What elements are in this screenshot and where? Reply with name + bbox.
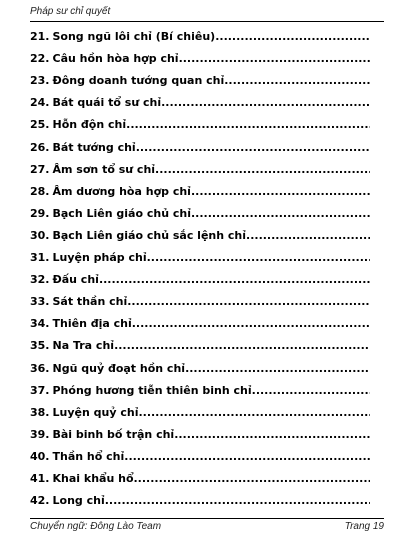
toc-item-title: Luyện quỷ chỉ xyxy=(52,405,139,419)
toc-item[interactable] xyxy=(30,134,370,156)
toc-item[interactable] xyxy=(30,68,370,90)
toc-item-title: Bạch Liên giáo chủ sắc lệnh chỉ xyxy=(52,228,247,242)
toc-item-title: Long chỉ xyxy=(52,494,105,508)
toc-item-number: 32. xyxy=(30,273,50,287)
toc-item-title: Song ngũ lôi chỉ (Bí chiêu) xyxy=(52,30,216,44)
toc-item-number: 23. xyxy=(30,74,50,88)
toc-item-number: 21. xyxy=(30,30,50,44)
toc-item-title: Khai khẩu hổ xyxy=(52,471,134,485)
toc-leader-dots xyxy=(161,96,370,109)
toc-item[interactable] xyxy=(30,378,370,400)
footer-divider xyxy=(30,518,384,519)
toc-item-title: Na Tra chỉ xyxy=(52,339,115,353)
toc-item-title: Luyện pháp chỉ xyxy=(52,251,147,265)
toc-leader-dots xyxy=(134,472,371,485)
toc-leader-dots xyxy=(191,185,370,198)
toc-item-number: 22. xyxy=(30,52,50,66)
toc-item-title: Thiên địa chỉ xyxy=(52,317,132,331)
toc-item-number: 30. xyxy=(30,228,50,242)
toc-item-number: 38. xyxy=(30,405,50,419)
toc-item-number: 26. xyxy=(30,140,50,154)
table-of-contents xyxy=(30,24,370,510)
toc-item[interactable] xyxy=(30,488,370,510)
toc-leader-dots xyxy=(185,362,370,375)
toc-leader-dots xyxy=(155,163,370,176)
toc-item-title: Bạch Liên giáo chủ chỉ xyxy=(52,206,191,220)
toc-leader-dots xyxy=(174,428,370,441)
toc-leader-dots xyxy=(224,74,370,87)
toc-item-title: Âm dương hòa hợp chỉ xyxy=(52,184,191,198)
toc-item[interactable] xyxy=(30,46,370,68)
toc-item-title: Thần hổ chỉ xyxy=(52,449,125,463)
toc-item[interactable] xyxy=(30,400,370,422)
toc-leader-dots xyxy=(179,52,370,65)
toc-item-title: Âm sơn tổ sư chỉ xyxy=(52,162,156,176)
toc-leader-dots xyxy=(105,494,370,507)
toc-item-title: Đấu chỉ xyxy=(52,273,99,287)
toc-item[interactable] xyxy=(30,245,370,267)
toc-item[interactable] xyxy=(30,24,370,46)
toc-item[interactable] xyxy=(30,267,370,289)
footer-credit: Chuyển ngữ: Đông Lào Team xyxy=(30,521,162,532)
toc-item-title: Câu hồn hòa hợp chỉ xyxy=(52,52,179,66)
toc-item-title: Phóng hương tiễn thiên binh chỉ xyxy=(52,383,252,397)
toc-item[interactable] xyxy=(30,422,370,444)
toc-item-number: 35. xyxy=(30,339,50,353)
toc-leader-dots xyxy=(246,229,370,242)
toc-item-title: Bài binh bố trận chỉ xyxy=(52,427,175,441)
toc-item-title: Hỗn độn chỉ xyxy=(52,118,127,132)
toc-item-title: Sát thần chỉ xyxy=(52,295,128,309)
toc-item[interactable] xyxy=(30,355,370,377)
toc-item[interactable] xyxy=(30,179,370,201)
toc-item-number: 42. xyxy=(30,494,50,508)
toc-item[interactable] xyxy=(30,311,370,333)
toc-item[interactable] xyxy=(30,466,370,488)
toc-leader-dots xyxy=(126,118,370,131)
toc-item-number: 25. xyxy=(30,118,50,132)
toc-item[interactable] xyxy=(30,90,370,112)
toc-item-title: Bát quái tổ sư chỉ xyxy=(52,96,162,110)
toc-item-number: 29. xyxy=(30,206,50,220)
toc-item-title: Đông doanh tướng quan chỉ xyxy=(52,74,225,88)
toc-item[interactable] xyxy=(30,112,370,134)
toc-item-number: 37. xyxy=(30,383,50,397)
header-divider xyxy=(30,21,384,22)
toc-item[interactable] xyxy=(30,157,370,179)
page-number: Trang 19 xyxy=(344,521,384,532)
page-footer xyxy=(30,521,384,533)
toc-item-number: 39. xyxy=(30,427,50,441)
toc-leader-dots xyxy=(99,273,370,286)
toc-leader-dots xyxy=(132,317,370,330)
toc-item-number: 33. xyxy=(30,295,50,309)
toc-item[interactable] xyxy=(30,289,370,311)
toc-leader-dots xyxy=(138,406,370,419)
toc-item[interactable] xyxy=(30,444,370,466)
toc-item-number: 40. xyxy=(30,449,50,463)
toc-leader-dots xyxy=(191,207,370,220)
toc-item-number: 27. xyxy=(30,162,50,176)
toc-item[interactable] xyxy=(30,333,370,355)
toc-item[interactable] xyxy=(30,201,370,223)
toc-item-number: 31. xyxy=(30,251,50,265)
toc-leader-dots xyxy=(114,339,370,352)
toc-leader-dots xyxy=(252,384,370,397)
toc-leader-dots xyxy=(124,450,370,463)
toc-item[interactable] xyxy=(30,223,370,245)
toc-leader-dots xyxy=(127,295,370,308)
toc-leader-dots xyxy=(215,30,370,43)
toc-item-number: 36. xyxy=(30,361,50,375)
toc-leader-dots xyxy=(136,141,370,154)
toc-item-title: Bát tướng chỉ xyxy=(52,140,136,154)
toc-item-number: 28. xyxy=(30,184,50,198)
toc-item-title: Ngũ quỷ đoạt hồn chỉ xyxy=(52,361,186,375)
toc-item-number: 41. xyxy=(30,471,50,485)
toc-item-number: 34. xyxy=(30,317,50,331)
toc-leader-dots xyxy=(147,251,370,264)
page-header: Pháp sư chỉ quyết xyxy=(30,6,111,17)
toc-item-number: 24. xyxy=(30,96,50,110)
